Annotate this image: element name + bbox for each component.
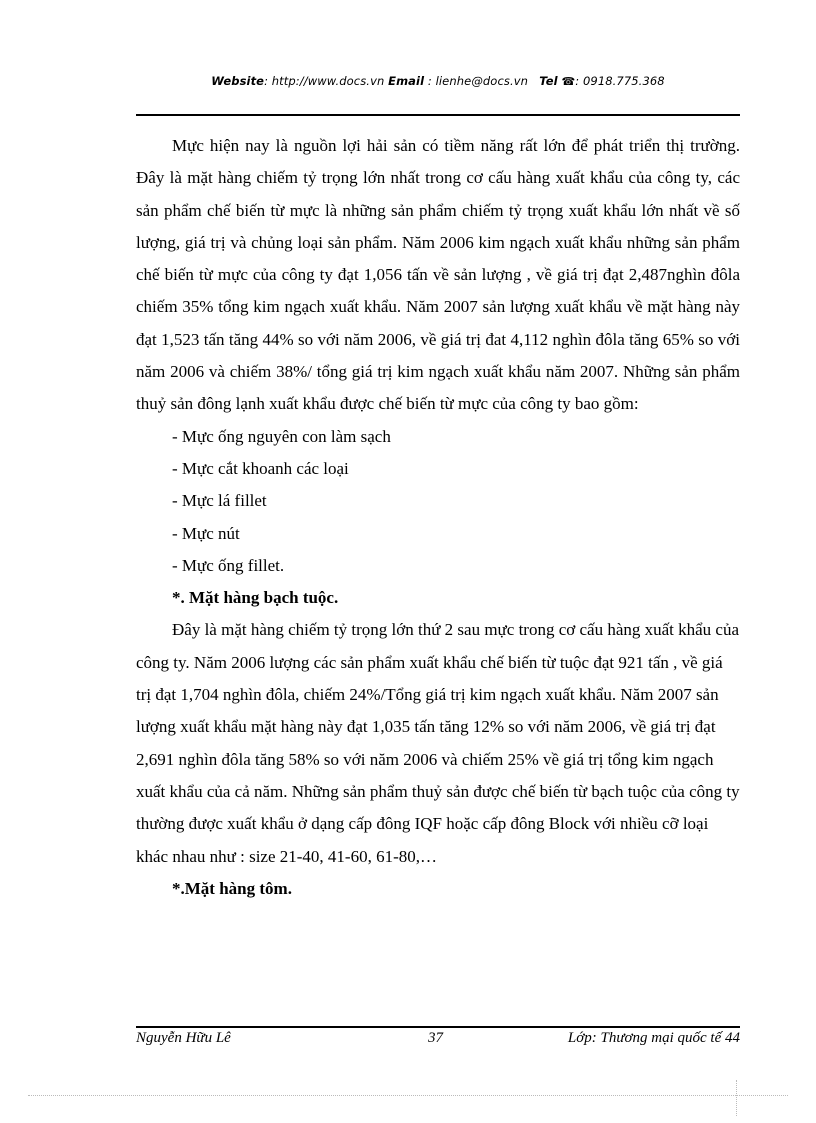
paragraph-octopus: Đây là mặt hàng chiếm tỷ trọng lớn thứ 2 sau mực trong cơ cấu hàng xuất khẩu của công ty. Năm 2006 lượng các sản phẩm xuất khẩu chế biến từ tuộc đạt 921 tấn , về giá trị đạt 1,704 nghìn đôla, chiếm 24%/Tổng giá trị kim ngạch xuất khẩu. Năm 2007 sản lượng xuất khẩu mặt hàng này đạt 1,035 tấn tăng 12% so với năm 2006, về giá trị đạt 2,691 nghìn đôla tăng 58% so với năm 2006 và chiếm 25% về giá trị tổng kim ngạch xuất khẩu của cả năm. Những sản phẩm thuỷ sản được chế biến từ bạch tuộc của công ty thường được xuất khẩu ở dạng cấp đông IQF hoặc cấp đông Block với nhiều cỡ loại khác nhau như : size 21-40, 41-60, 61-80,… — [136, 620, 740, 866]
page-number: 37 — [428, 1030, 443, 1046]
header-divider — [136, 114, 740, 116]
email-address: : lienhe@docs.vn — [424, 74, 529, 88]
phone-icon: ☎ — [561, 75, 576, 88]
email-label: Email — [388, 74, 425, 88]
list-item: - Mực nút — [172, 523, 240, 543]
paragraph-squid: Mực hiện nay là nguồn lợi hải sản có tiềm năng rất lớn để phát triển thị trường. Đây là mặt hàng chiếm tỷ trọng lớn nhất trong cơ cấu hàng xuất khẩu của công ty, các sản phẩm chế biến từ mực là những sản phẩm chiếm tỷ trọng xuất khẩu lớn nhất về số lượng, giá trị và chủng loại sản phẩm. Năm 2006 kim ngạch xuất khẩu những sản phẩm chế biến từ mực của công ty đạt 1,056 tấn về sản lượng , về giá trị đạt 2,487nghìn đôla chiếm 35% tổng kim ngạch xuất khẩu. Năm 2007 sản lượng xuất khẩu về mặt hàng này đạt 1,523 tấn tăng 44% so với năm 2006, về giá trị đat 4,112 nghìn đôla tăng 65% so với năm 2006 và chiếm 38%/ tổng giá trị kim ngạch xuất khẩu năm 2007. Những sản phẩm thuỷ sản đông lạnh xuất khẩu được chế biến từ mực của công ty bao gồm: — [136, 136, 740, 414]
tel-label: Tel — [539, 74, 558, 88]
list-item: - Mực ống nguyên con làm sạch — [172, 426, 391, 446]
page-corner-guide — [736, 1080, 737, 1116]
tel-number: : 0918.775.368 — [575, 74, 665, 88]
page-footer — [136, 1030, 740, 1050]
section-heading-octopus: *. Mặt hàng bạch tuộc. — [172, 588, 339, 608]
document-body — [136, 130, 740, 905]
footer-divider — [136, 1026, 740, 1028]
page-header — [136, 74, 740, 88]
section-heading-shrimp: *.Mặt hàng tôm. — [172, 878, 292, 898]
footer-author: Nguyễn Hữu Lê — [136, 1030, 231, 1046]
list-item: - Mực cắt khoanh các loại — [172, 458, 349, 478]
footer-class: Lớp: Thương mại quốc tế 44 — [567, 1030, 740, 1046]
website-url: : http://www.docs.vn — [264, 74, 385, 88]
list-item: - Mực lá fillet — [172, 491, 267, 511]
website-label: Website — [211, 74, 265, 88]
list-item: - Mực ống fillet. — [172, 555, 285, 575]
page-edge-guide — [28, 1095, 788, 1096]
